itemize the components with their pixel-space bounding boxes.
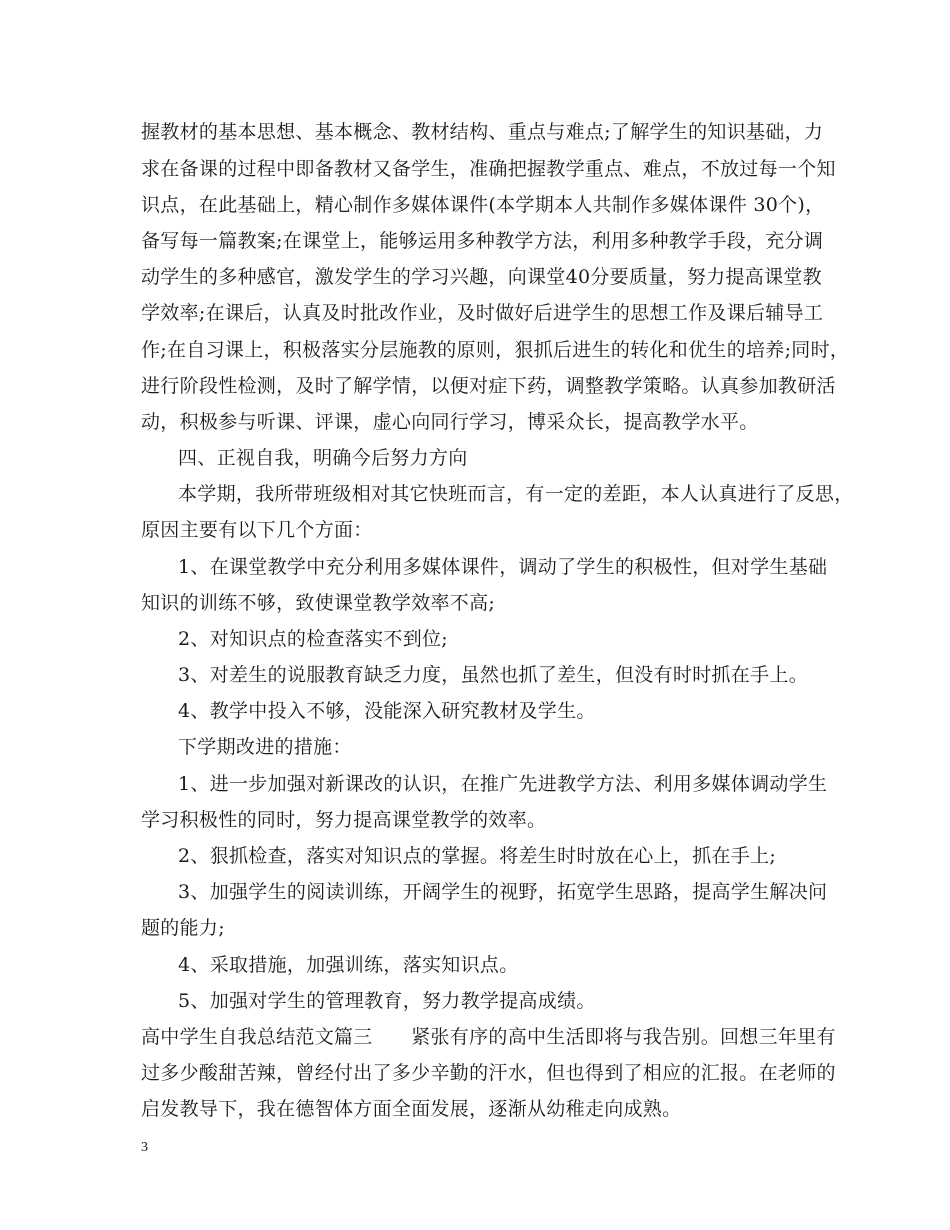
list-item: 1、进一步加强对新课改的认识，在推广先进教学方法、利用多媒体调动学生 — [178, 773, 828, 795]
text-line: 动学生的多种感官，激发学生的学习兴趣，向课堂40分要质量，努力提高课堂教 — [141, 266, 822, 288]
text-line: 求在备课的过程中即备教材又备学生，准确把握教学重点、难点，不放过每一个知 — [141, 158, 836, 180]
list-item: 1、在课堂教学中充分利用多媒体课件，调动了学生的积极性，但对学生基础 — [178, 556, 828, 578]
text-line: 备写每一篇教案;在课堂上，能够运用多种教学方法，利用多种教学手段，充分调 — [141, 230, 824, 252]
text-line: 题的能力; — [141, 917, 225, 939]
text-line: 握教材的基本思想、基本概念、教材结构、重点与难点;了解学生的知识基础，力 — [141, 121, 824, 143]
list-item: 5、加强对学生的管理教育，努力教学提高成绩。 — [178, 990, 596, 1012]
list-item: 2、狠抓检查，落实对知识点的掌握。将差生时时放在心上，抓在手上; — [178, 845, 777, 867]
text-line: 知识的训练不够，致使课堂教学效率不高; — [141, 592, 496, 614]
text-line: 学习积极性的同时，努力提高课堂教学的效率。 — [141, 809, 547, 831]
list-item: 4、采取措施，加强训练，落实知识点。 — [178, 954, 519, 976]
list-item: 4、教学中投入不够，没能深入研究教材及学生。 — [178, 700, 596, 722]
text-line: 作;在自习课上，积极落实分层施教的原则，狠抓后进生的转化和优生的培养;同时， — [141, 339, 850, 361]
text-line: 学效率;在课后，认真及时批改作业，及时做好后进学生的思想工作及课后辅导工 — [141, 302, 824, 324]
page-number: 3 — [141, 1140, 148, 1155]
text-line: 原因主要有以下几个方面： — [141, 519, 373, 541]
text-line: 启发教导下，我在德智体方面全面发展，逐渐从幼稚走向成熟。 — [141, 1098, 682, 1120]
list-item: 3、对差生的说服教育缺乏力度，虽然也抓了差生，但没有时时抓在手上。 — [178, 664, 808, 686]
text-line: 过多少酸甜苦辣，曾经付出了多少辛勤的汗水，但也得到了相应的汇报。在老师的 — [141, 1062, 836, 1084]
text-line: 进行阶段性检测，及时了解学情，以便对症下药，调整教学策略。认真参加教研活 — [141, 375, 836, 397]
list-item: 2、对知识点的检查落实不到位; — [178, 628, 448, 650]
text-line: 本学期，我所带班级相对其它快班而言，有一定的差距，本人认真进行了反思， — [178, 483, 854, 505]
text-line: 动，积极参与听课、评课，虚心向同行学习，博采众长，提高教学水平。 — [141, 411, 759, 433]
text-line: 识点，在此基础上，精心制作多媒体课件(本学期本人共制作多媒体课件 30个)， — [141, 194, 825, 216]
text-line: 高中学生自我总结范文篇三 紧张有序的高中生活即将与我告别。回想三年里有 — [141, 1026, 836, 1048]
section-heading: 四、正视自我，明确今后努力方向 — [178, 447, 468, 469]
subheading: 下学期改进的措施： — [178, 736, 352, 758]
list-item: 3、加强学生的阅读训练，开阔学生的视野，拓宽学生思路，提高学生解决问 — [178, 881, 828, 903]
